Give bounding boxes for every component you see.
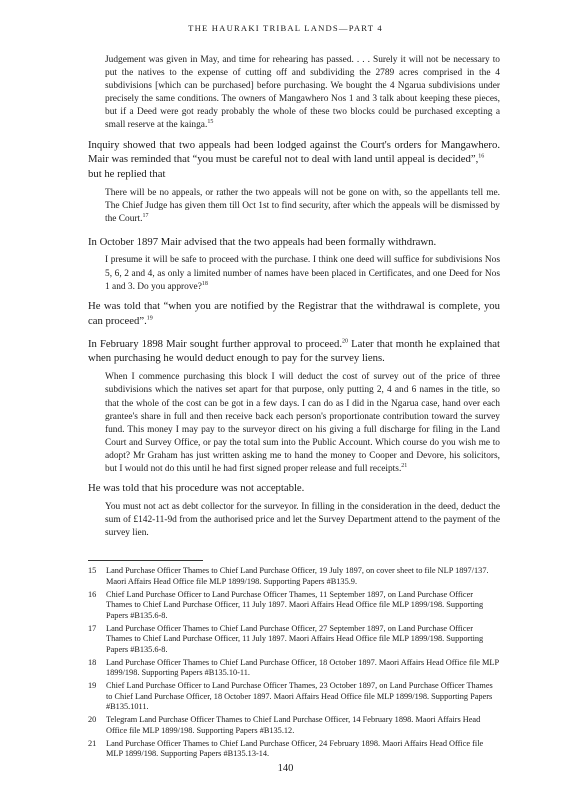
block-quote: I presume it will be safe to proceed with the purchase. I think one deed will suffice for subdivisions Nos 5, 6, 2 and 4, as only a limited number of names have been placed in Certificates, and one Deed for Nos 1 and 3. Do you approve?$^{18}$ bbox=[105, 255, 500, 292]
block-quote: You must not act as debt collector for the surveyor. In filling in the consideration in the deed, deduct the sum of £142-11-9d from the authorised price and let the Survey Department attend to the payment of the survey lien. bbox=[105, 502, 500, 539]
body-text bbox=[88, 54, 500, 540]
footnotes bbox=[88, 566, 500, 762]
block-quote: When I commence purchasing this block I will deduct the cost of survey out of the price of three subdivisions which the natives set apart for that purpose, only putting 2, 4 and 6 names in the title, so that the whole of the cost can be got in a few days. I can do as I did in the Ngarua case, hand over each grantee's share in full and then receive back each person's proportionate contribution toward the survey fund. This money I may pay to the surveyor direct on his giving a full discharge for filing in the Land Court and Survey Office, or pay the total sum into the Public Account. Which course do you wish me to adopt? Mr Graham has just written asking me to hand the money to Cooper and Devore, his solicitors, but I would not do this until he had first signed proper release and full receipts.$^{21}$ bbox=[105, 372, 500, 475]
footnote: 19 Chief Land Purchase Officer to Land Purchase Officer Thames, 23 October 1897, on Land Purchase Officer Thames to Chief Land Purchase Officer, 18 October 1897. Maori Affairs Head Office file MLP 1899/198. Supporting Papers #B135.1011. bbox=[88, 681, 493, 711]
paragraph: In February 1898 Mair sought further approval to proceed.$^{20}$ Later that month he explained that when purchasing he would deduct enough to pay for the survey liens. bbox=[88, 337, 500, 365]
footnote-ref: 21 bbox=[401, 462, 408, 469]
footnote-ref: 19 bbox=[146, 315, 153, 322]
footnote-ref: 17 bbox=[142, 213, 149, 220]
block-quote: There will be no appeals, or rather the two appeals will not be gone on with, so the appellants tell me. The Chief Judge has given them till Oct 1st to find security, after which the appeals will be dismissed by the Court.$^{17}$ bbox=[105, 188, 500, 225]
footnote-ref: 20 bbox=[342, 338, 348, 344]
paragraph: He was told that “when you are notified by the Registrar that the withdrawal is complete, you can proceed”.$^{19}$ bbox=[88, 299, 500, 327]
footnote-ref: 15 bbox=[207, 119, 214, 126]
paragraph: Inquiry showed that two appeals had been lodged against the Court's orders for Mangawhero. Mair was reminded that “you must be careful not to deal with land until appeal is decided”,$^{16}$ but he replied that bbox=[88, 138, 500, 181]
paragraph: In October 1897 Mair advised that the two appeals had been formally withdrawn. bbox=[88, 235, 437, 248]
footnote: 18 Land Purchase Officer Thames to Chief Land Purchase Officer, 18 October 1897. Maori Affairs Head Office file MLP 1899/198. Supporting Papers #B135.10-11. bbox=[88, 657, 499, 677]
footnote: 21 Land Purchase Officer Thames to Chief Land Purchase Officer, 24 February 1898. Maori Affairs Head Office file MLP 1899/198. Supporting Papers #B135.13-14. bbox=[88, 738, 484, 758]
footnote-ref: 18 bbox=[201, 280, 208, 287]
footnote-ref: 16 bbox=[478, 153, 485, 160]
footnote-divider bbox=[88, 560, 203, 561]
footnote: 20 Telegram Land Purchase Officer Thames to Chief Land Purchase Officer, 14 February 1898. Maori Affairs Head Office file MLP 1899/198. Supporting Papers #B135.12. bbox=[88, 715, 481, 735]
running-head: THE HAURAKI TRIBAL LANDS—PART 4 bbox=[188, 23, 383, 33]
block-quote: Judgement was given in May, and time for rehearing has passed. . . . Surely it will not be necessary to put the natives to the expense of cutting off and subdividing the 2789 acres comprised in the 4 subdivisions [which can be purchased] before purchasing. We bought the 4 Ngarua subdivisions under precisely the same conditions. The owners of Mangawhero Nos 1 and 3 talk about keeping these pieces, but if a Deed were got ready probably the whole of these two blocks could be purchased excepting a small reserve at the kainga.$^{15}$ bbox=[105, 55, 500, 131]
page-number: 140 bbox=[277, 763, 294, 774]
footnote: 16 Chief Land Purchase Officer to Land Purchase Officer Thames, 11 September 1897, on Land Purchase Officer Thames to Chief Land Purchase Officer, 11 July 1897. Maori Affairs Head Office file MLP 1899/198. Supporting Papers #B135.6-8. bbox=[88, 589, 484, 620]
footnote: 17 Land Purchase Officer Thames to Chief Land Purchase Officer, 27 September 1897, on Land Purchase Officer Thames to Chief Land Purchase Officer, 11 July 1897. Maori Affairs Head Office file MLP 1899/198. Supporting Papers #B135.6-8. bbox=[88, 623, 484, 654]
footnote: 15 Land Purchase Officer Thames to Chief Land Purchase Officer, 19 July 1897, on cover sheet to file NLP 1897/137. Maori Affairs Head Office file MLP 1899/198. Supporting Papers #B135.9. bbox=[88, 566, 489, 586]
paragraph: He was told that his procedure was not acceptable. bbox=[88, 482, 305, 495]
